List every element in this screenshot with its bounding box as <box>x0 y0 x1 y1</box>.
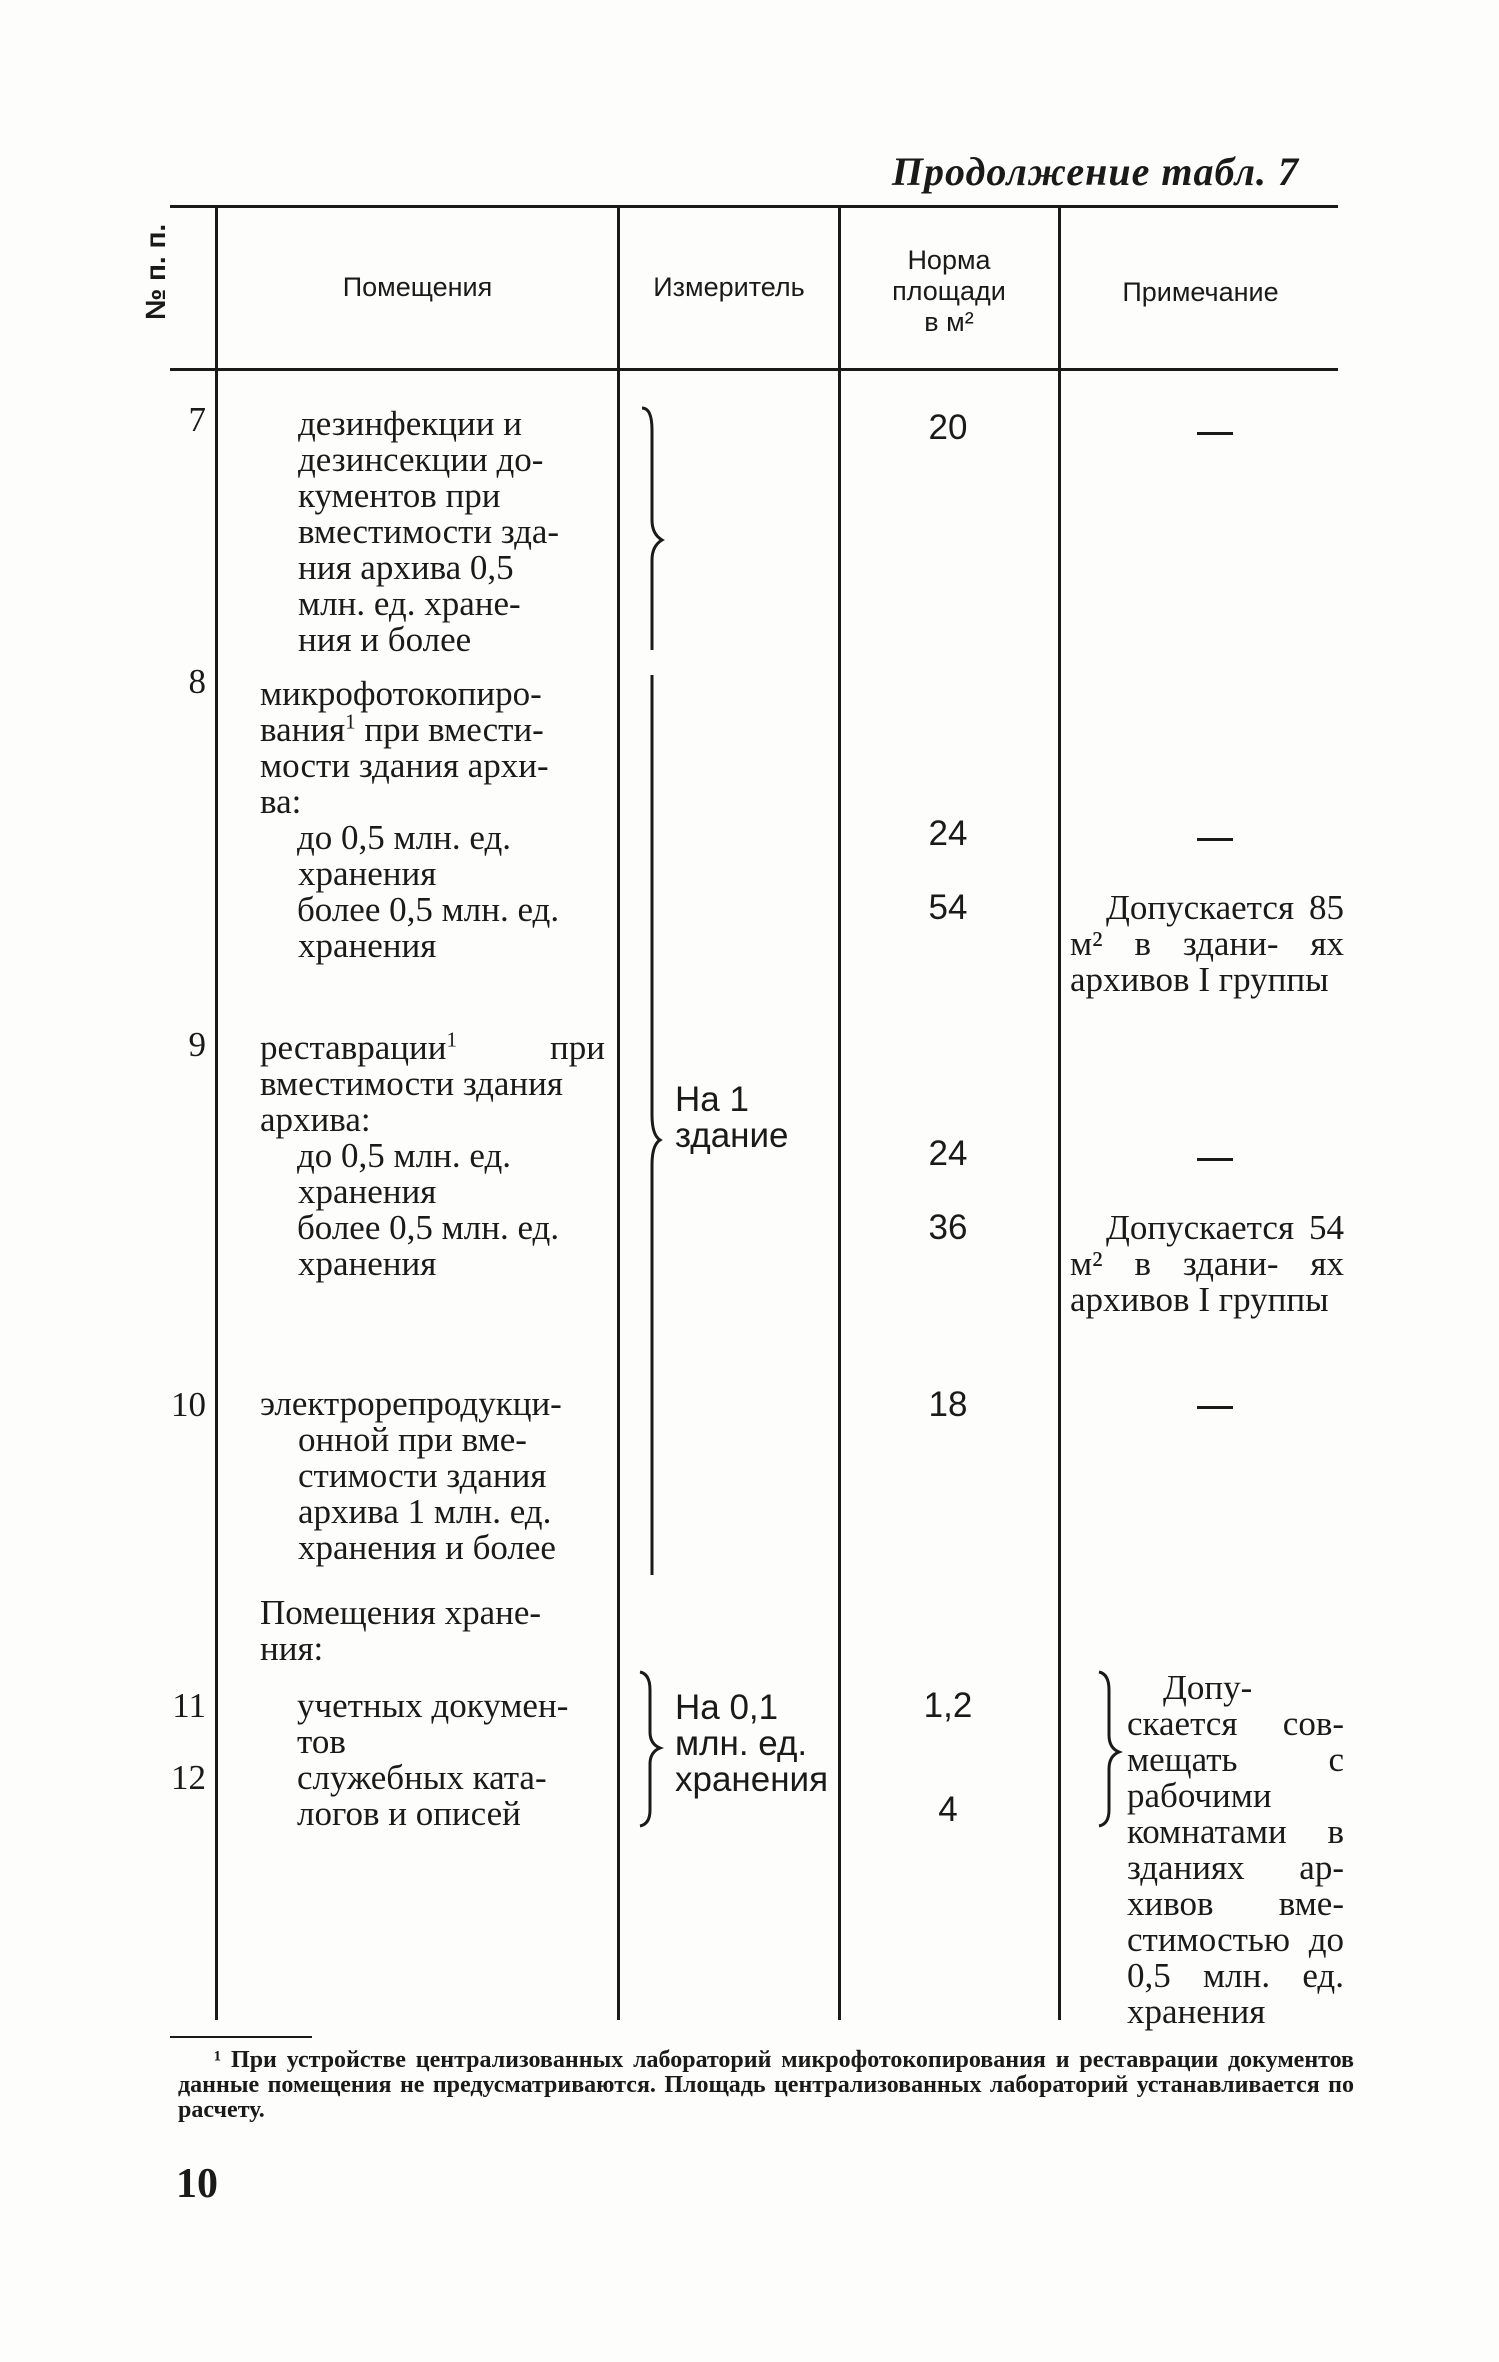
row-number-11: 11 <box>172 1686 206 1725</box>
row-12-text <box>297 1760 605 1832</box>
header-norm-line3: в м² <box>924 307 974 338</box>
row-10-line: электрорепродукци- <box>260 1384 562 1423</box>
measure-line: млн. ед. <box>675 1724 808 1763</box>
row-10-note-dash <box>1197 1406 1233 1409</box>
row-7-norm: 20 <box>928 408 968 447</box>
row-9-sub1: хранения <box>298 1172 437 1211</box>
note-line: хивов вме- <box>1127 1884 1344 1923</box>
note-line: комнатами в <box>1127 1812 1344 1851</box>
row-10-line: онной при вме- <box>298 1420 527 1459</box>
row-8-text <box>260 676 605 964</box>
note-line: группы <box>1218 1280 1329 1319</box>
note-line: скается сов- <box>1127 1704 1344 1743</box>
footnote-ref: 1 <box>446 1027 457 1052</box>
footnote <box>178 2048 1354 2123</box>
note-line: 85 м² в здани- <box>1070 888 1344 963</box>
row-8-word: при вмести- <box>364 710 544 749</box>
footnote-rule <box>170 2036 312 2038</box>
header-bottom-rule <box>170 368 1338 371</box>
header-note: Примечание <box>1122 277 1279 307</box>
row-7-line: млн. ед. хране- <box>298 584 521 623</box>
note-brace-storage <box>1095 0 1125 2362</box>
row-7-line: кументов при <box>298 476 501 515</box>
note-line: Допу- <box>1163 1668 1253 1707</box>
row-8-sub2: хранения <box>298 926 437 965</box>
row-7-line: ния архива 0,5 <box>298 548 514 587</box>
row-9-word: реставрации <box>260 1028 447 1067</box>
header-number: № п. п. <box>140 223 171 320</box>
row-10-line: архива 1 млн. ед. <box>298 1492 552 1531</box>
row-number-9: 9 <box>188 1025 206 1064</box>
table-top-rule <box>170 205 1338 208</box>
row-8-note-dash <box>1197 838 1233 841</box>
page-number: 10 <box>176 2161 218 2207</box>
note-line: ед. хранения <box>1127 1956 1344 2031</box>
row-9-note-dash <box>1197 1158 1233 1161</box>
footnote-ref: 1 <box>345 709 356 734</box>
col-divider-3 <box>838 205 841 2020</box>
row-12-line: логов и описей <box>297 1794 521 1833</box>
measure-building <box>675 1082 789 1154</box>
row-11-line: тов <box>297 1722 346 1761</box>
footnote-text: При устройстве централизованных лабораторий микрофотокопирования и реставрации документов данные помещения не предусматриваются. Площадь централизованных лабораторий устанавливается по расчету. <box>178 2047 1354 2123</box>
row-7-line: вместимости зда- <box>298 512 560 551</box>
measure-line: На 0,1 <box>675 1688 779 1727</box>
note-line: ях архивов I <box>1070 1244 1344 1319</box>
storage-note <box>1127 1670 1344 2030</box>
header-rooms: Помещения <box>342 272 493 302</box>
storage-line: ния: <box>260 1629 324 1668</box>
measure-line: На 1 <box>675 1080 749 1119</box>
note-line: рабочими <box>1127 1776 1272 1815</box>
row-11-line: учетных докумен- <box>297 1686 569 1725</box>
row-8-line: мости здания архи- <box>260 746 549 785</box>
row-7-text <box>260 406 605 658</box>
row-8-sub1: хранения <box>298 854 437 893</box>
header-measure: Измеритель <box>653 272 805 302</box>
row-9-line <box>260 1027 605 1067</box>
note-line: зданиях ар- <box>1127 1848 1344 1887</box>
col-divider-4 <box>1058 205 1061 2020</box>
storage-heading <box>260 1595 605 1667</box>
measure-brace-storage <box>636 0 666 2362</box>
note-line: ях архивов <box>1070 924 1344 999</box>
row-8-word: вания <box>260 710 346 749</box>
row-9-sub2: хранения <box>298 1244 437 1283</box>
header-norm-line1: Норма <box>907 245 991 275</box>
row-9-norm-1: 24 <box>928 1134 968 1173</box>
row-8-norm-2: 54 <box>928 888 968 927</box>
row-9-word: при <box>550 1028 605 1067</box>
note-line: Допускается <box>1106 888 1295 927</box>
row-9-norm-2: 36 <box>928 1208 968 1247</box>
row-9-line: архива: <box>260 1100 371 1139</box>
footnote-marker: ¹ <box>214 2047 222 2073</box>
note-line: до 0,5 млн. <box>1127 1920 1344 1995</box>
header-norm-line2: площади <box>892 276 1006 307</box>
row-12-line: служебных ката- <box>297 1758 547 1797</box>
note-line: мещать с <box>1127 1740 1344 1779</box>
note-line: 54 м² в здани- <box>1070 1208 1344 1283</box>
row-8-line: ва: <box>260 782 302 821</box>
row-8-sub2: более 0,5 млн. ед. <box>297 890 560 929</box>
row-number-8: 8 <box>188 662 206 701</box>
row-10-norm: 18 <box>928 1385 968 1424</box>
row-8-norm-1: 24 <box>928 814 968 853</box>
note-line: I группы <box>1198 960 1329 999</box>
row-8-line <box>260 709 605 749</box>
row-11-norm: 1,2 <box>923 1686 973 1725</box>
row-7-line: дезинфекции и <box>298 404 522 443</box>
row-number-10: 10 <box>171 1385 206 1424</box>
measure-storage <box>675 1690 828 1798</box>
row-7-note-dash <box>1197 432 1233 435</box>
table-caption: Продолжение табл. 7 <box>891 149 1299 194</box>
row-9-line: вместимости здания <box>260 1064 563 1103</box>
storage-line: Помещения хране- <box>260 1593 542 1632</box>
row-8-sub1: до 0,5 млн. ед. <box>297 818 512 857</box>
row-11-text <box>297 1688 605 1760</box>
col-divider-1 <box>215 205 218 2020</box>
row-7-line: ния и более <box>298 620 472 659</box>
row-10-line: стимости здания <box>298 1456 547 1495</box>
row-10-line: хранения и более <box>298 1528 556 1567</box>
note-line: стимостью <box>1127 1920 1291 1959</box>
row-7-line: дезинсекции до- <box>298 440 544 479</box>
row-number-12: 12 <box>171 1758 206 1797</box>
row-10-text <box>260 1386 605 1566</box>
row-12-norm: 4 <box>938 1790 958 1829</box>
row-number-7: 7 <box>188 400 206 439</box>
row-9-sub1: до 0,5 млн. ед. <box>297 1136 512 1175</box>
row-9-sub2: более 0,5 млн. ед. <box>297 1208 560 1247</box>
header-norm <box>843 245 1055 338</box>
measure-line: хранения <box>675 1760 829 1799</box>
col-divider-2 <box>617 205 620 2020</box>
row-8-line: микрофотокопиро- <box>260 674 542 713</box>
row-9-text <box>260 1027 605 1283</box>
note-line: Допускается <box>1106 1208 1295 1247</box>
measure-line: здание <box>675 1116 789 1155</box>
